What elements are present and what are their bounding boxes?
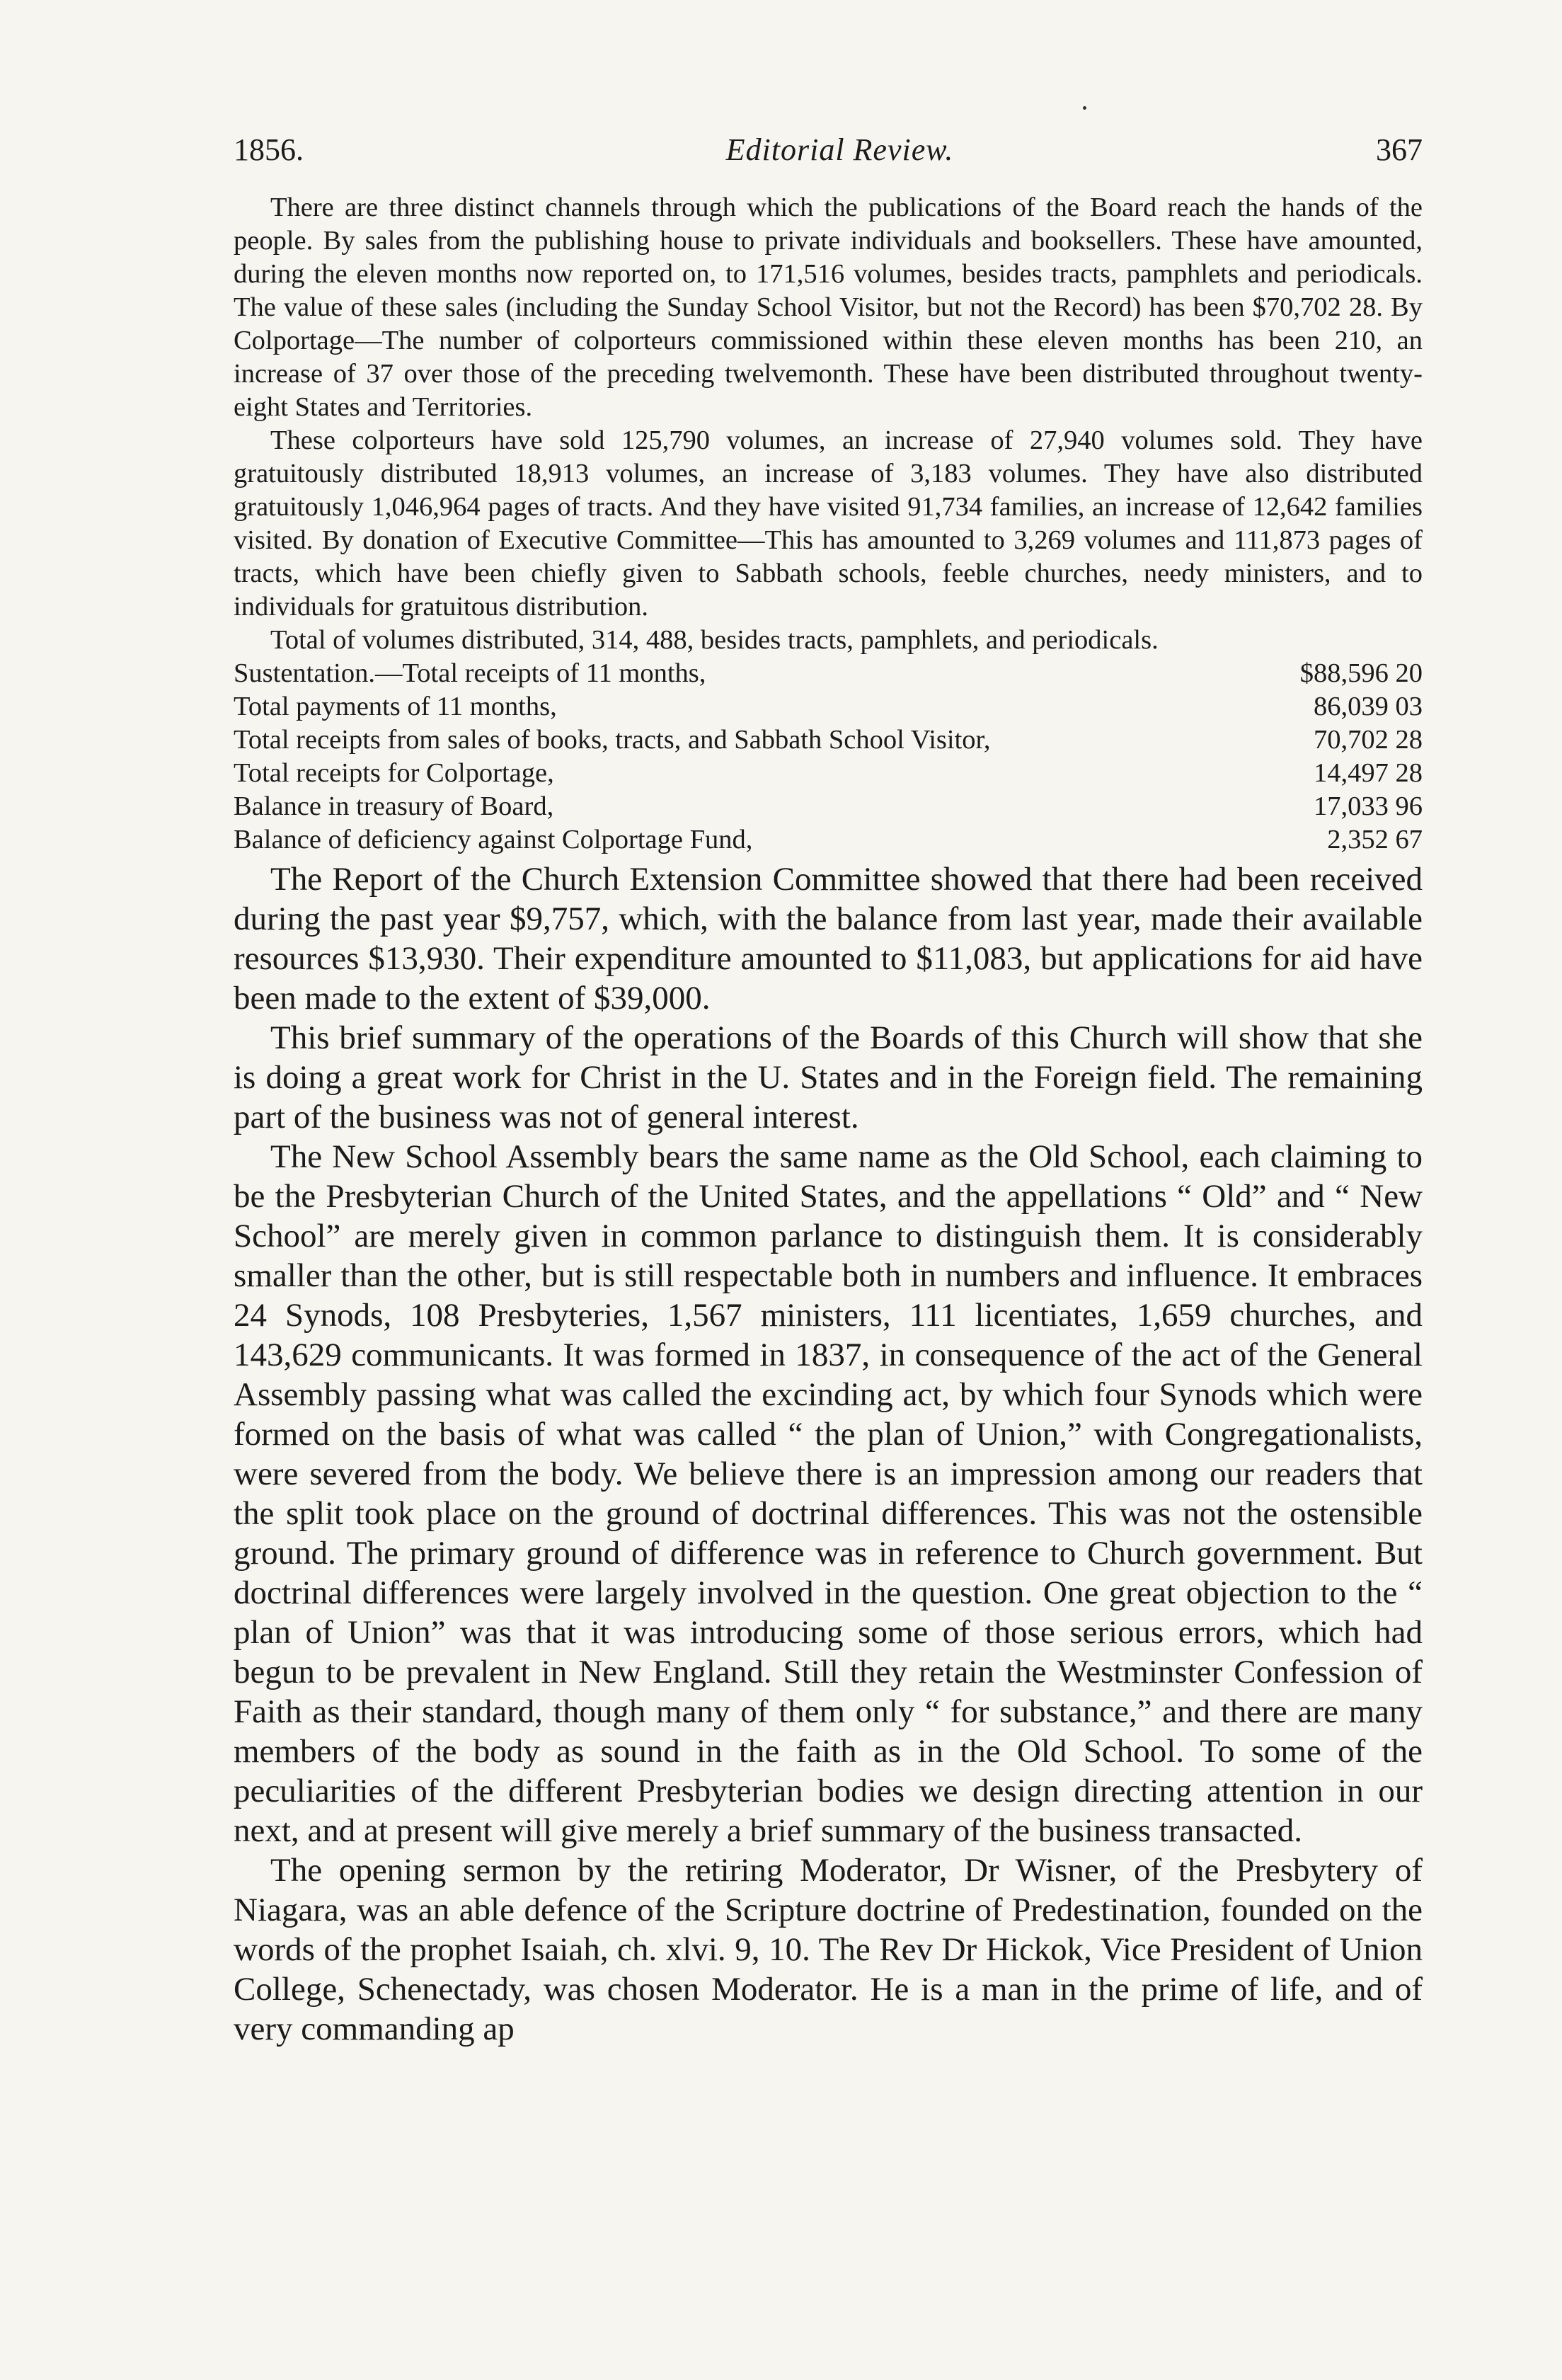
ledger-row: [234, 823, 1423, 857]
small-type-section: [234, 191, 1423, 657]
ledger-row: [234, 757, 1423, 790]
page-body: [234, 191, 1423, 2049]
large-type-section: [234, 859, 1423, 2049]
paragraph: The New School Assembly bears the same name as the Old School, each claiming to be the Presbyterian Church of the United States, and the appellations “ Old” and “ New School” are merely given in common parlance to distinguish them. It is considerably smaller than the other, but is still respectable both in numbers and influence. It embraces 24 Synods, 108 Presbyteries, 1,567 ministers, 111 licentiates, 1,659 churches, and 143,629 communicants. It was formed in 1837, in consequence of the act of the General Assembly passing what was called the excinding act, by which four Synods which were formed on the basis of what was called “ the plan of Union,” with Congregationalists, were severed from the body. We believe there is an impression among our readers that the split took place on the ground of doctrinal differences. This was not the ostensible ground. The primary ground of difference was in reference to Church government. But doctrinal differences were largely involved in the question. One great objection to the “ plan of Union” was that it was introducing some of those serious errors, which had begun to be prevalent in New England. Still they retain the Westminster Confession of Faith as their standard, though many of them only “ for substance,” and there are many members of the body as sound in the faith as in the Old School. To some of the peculiarities of the different Presbyterian bodies we design directing attention in our next, and at present will give merely a brief summary of the business transacted.: [234, 1138, 1423, 1849]
header-title: Editorial Review.: [725, 132, 954, 167]
document-page: [234, 0, 1423, 2380]
ledger-row: [234, 690, 1423, 723]
paragraph: The Report of the Church Extension Committee showed that there had been received during the past year $9,757, which, with the balance from last year, made their available resources $13,930. Their expenditure amounted to $11,083, but applications for aid have been made to the extent of $39,000.: [234, 861, 1423, 1017]
ledger-amount: 14,497 28: [1314, 758, 1423, 788]
paragraph: Total of volumes distributed, 314, 488, besides tracts, pamphlets, and periodicals.: [270, 625, 1159, 655]
paragraph: This brief summary of the operations of the Boards of this Church will show that she is doing a great work for Christ in the U. States and in the Foreign field. The remaining part of the business was not of general interest.: [234, 1019, 1423, 1135]
ledger-label: Total receipts from sales of books, tracts, and Sabbath School Visitor,: [234, 725, 991, 755]
ledger-row: [234, 790, 1423, 823]
running-header: [234, 132, 1423, 168]
paragraph: There are three distinct channels through which the publications of the Board reach the hands of the people. By sales from the publishing house to private individuals and booksellers. These have amounted, during the eleven months now reported on, to 171,516 volumes, besides tracts, pamphlets and periodicals. The value of these sales (including the Sunday School Visitor, but not the Record) has been $70,702 28. By Colportage—The number of colporteurs commissioned within these eleven months has been 210, an increase of 37 over those of the preceding twelvemonth. These have been distributed throughout twenty-eight States and Territories.: [234, 193, 1423, 422]
ledger-label: Balance in treasury of Board,: [234, 791, 554, 821]
ledger-amount: 2,352 67: [1327, 825, 1423, 854]
ledger-amount: 70,702 28: [1314, 725, 1423, 755]
ledger-amount: 86,039 03: [1314, 692, 1423, 721]
paragraph: The opening sermon by the retiring Moderator, Dr Wisner, of the Presbytery of Niagara, was an able defence of the Scripture doctrine of Predestination, founded on the words of the prophet Isaiah, ch. xlvi. 9, 10. The Rev Dr Hickok, Vice President of Union College, Schenectady, was chosen Moderator. He is a man in the prime of life, and of very commanding ap: [234, 1852, 1423, 2047]
ledger-amount: 17,033 96: [1314, 791, 1423, 821]
paragraph: These colporteurs have sold 125,790 volumes, an increase of 27,940 volumes sold. They have gratuitously distributed 18,913 volumes, an increase of 3,183 volumes. They have also distributed gratuitously 1,046,964 pages of tracts. And they have visited 91,734 families, an increase of 12,642 families visited. By donation of Executive Committee—This has amounted to 3,269 volumes and 111,873 pages of tracts, which have been chiefly given to Sabbath schools, feeble churches, needy ministers, and to individuals for gratuitous distribution.: [234, 425, 1423, 622]
ledger-label: Sustentation.—Total receipts of 11 months,: [234, 658, 706, 688]
ledger-label: Balance of deficiency against Colportage Fund,: [234, 825, 753, 854]
financial-ledger: [234, 657, 1423, 857]
ledger-row: [234, 657, 1423, 690]
header-year: 1856.: [234, 132, 304, 167]
ledger-amount: $88,596 20: [1299, 658, 1423, 688]
ledger-row: [234, 723, 1423, 757]
ledger-label: Total receipts for Colportage,: [234, 758, 554, 788]
page-number: 367: [1375, 132, 1423, 167]
ledger-label: Total payments of 11 months,: [234, 692, 557, 721]
